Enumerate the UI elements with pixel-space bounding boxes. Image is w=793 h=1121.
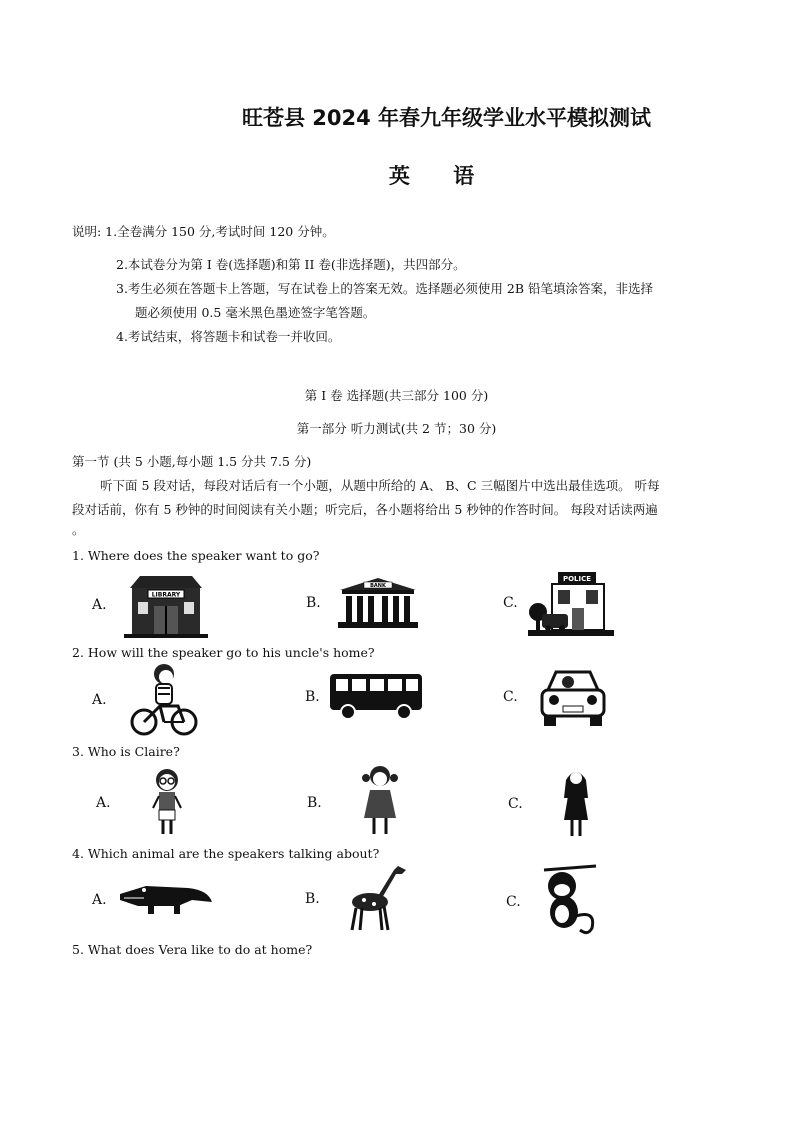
bus-icon — [328, 670, 424, 720]
instruction-line-2: 2.本试卷分为第 I 卷(选择题)和第 II 卷(非选择题)，共四部分。 — [116, 257, 466, 272]
exam-title: 旺苍县 2024 年春九年级学业水平模拟测试 — [241, 106, 652, 130]
police-sign: POLICE — [562, 575, 592, 583]
question-4-option-c[interactable]: C. — [506, 894, 521, 910]
instruction-line-1: 说明: 1.全卷满分 150 分,考试时间 120 分钟。 — [72, 224, 335, 239]
library-sign: LIBRARY — [151, 591, 181, 599]
giraffe-icon — [342, 862, 412, 932]
question-4-option-a[interactable]: A. — [92, 892, 107, 908]
girl-pigtails-icon — [358, 764, 402, 838]
question-4-option-b[interactable]: B. — [305, 891, 320, 907]
instruction-line-3a: 3.考生必须在答题卡上答题，写在试卷上的答案无效。选择题必须使用 2B 铅笔填涂答案，非选择 — [116, 281, 654, 296]
question-3-option-b[interactable]: B. — [307, 795, 322, 811]
question-1-option-a[interactable]: A. — [92, 597, 107, 613]
question-3-option-a[interactable]: A. — [96, 795, 111, 811]
girl-long-hair-icon — [560, 766, 592, 840]
bank-sign: BANK — [370, 583, 386, 589]
police-station-icon — [528, 568, 614, 636]
question-5-text: 5. What does Vera like to do at home? — [72, 942, 313, 957]
library-icon — [124, 574, 208, 638]
direction-line-3: 。 — [72, 522, 85, 537]
bicycle-icon — [130, 662, 198, 738]
subsection-heading: 第一节 (共 5 小题,每小题 1.5 分共 7.5 分) — [72, 454, 312, 469]
question-2-option-a[interactable]: A. — [92, 692, 107, 708]
direction-line-2: 段对话前，你有 5 秒钟的时间阅读有关小题；听完后，各小题将给出 5 秒钟的作答时间。 每段对话读两遍 — [72, 502, 658, 517]
crocodile-icon — [118, 876, 214, 918]
car-icon — [538, 668, 608, 728]
question-1-option-c[interactable]: C. — [503, 595, 518, 611]
question-1-text: 1. Where does the speaker want to go? — [72, 548, 320, 563]
question-4-text: 4. Which animal are the speakers talking about? — [72, 846, 380, 861]
monkey-icon — [540, 864, 600, 936]
question-1-option-b[interactable]: B. — [306, 595, 321, 611]
subject-title: 英 语 — [388, 164, 493, 188]
question-2-option-b[interactable]: B. — [305, 689, 320, 705]
bank-icon — [338, 576, 418, 628]
question-3-option-c[interactable]: C. — [508, 796, 523, 812]
question-3-text: 3. Who is Claire? — [72, 744, 180, 759]
question-2-option-c[interactable]: C. — [503, 689, 518, 705]
direction-line-1: 听下面 5 段对话，每段对话后有一个小题，从题中所给的 A、 B、C 三幅图片中选出最佳选项。 听每 — [100, 478, 660, 493]
question-2-text: 2. How will the speaker go to his uncle's home? — [72, 645, 375, 660]
instruction-line-3b: 题必须使用 0.5 毫米黑色墨迹签字笔答题。 — [135, 305, 376, 320]
part-heading: 第一部分 听力测试(共 2 节；30 分) — [296, 421, 497, 436]
girl-glasses-icon — [147, 768, 187, 838]
instruction-line-4: 4.考试结束，将答题卡和试卷一并收回。 — [116, 329, 341, 344]
volume-heading: 第 I 卷 选择题(共三部分 100 分) — [304, 388, 489, 403]
